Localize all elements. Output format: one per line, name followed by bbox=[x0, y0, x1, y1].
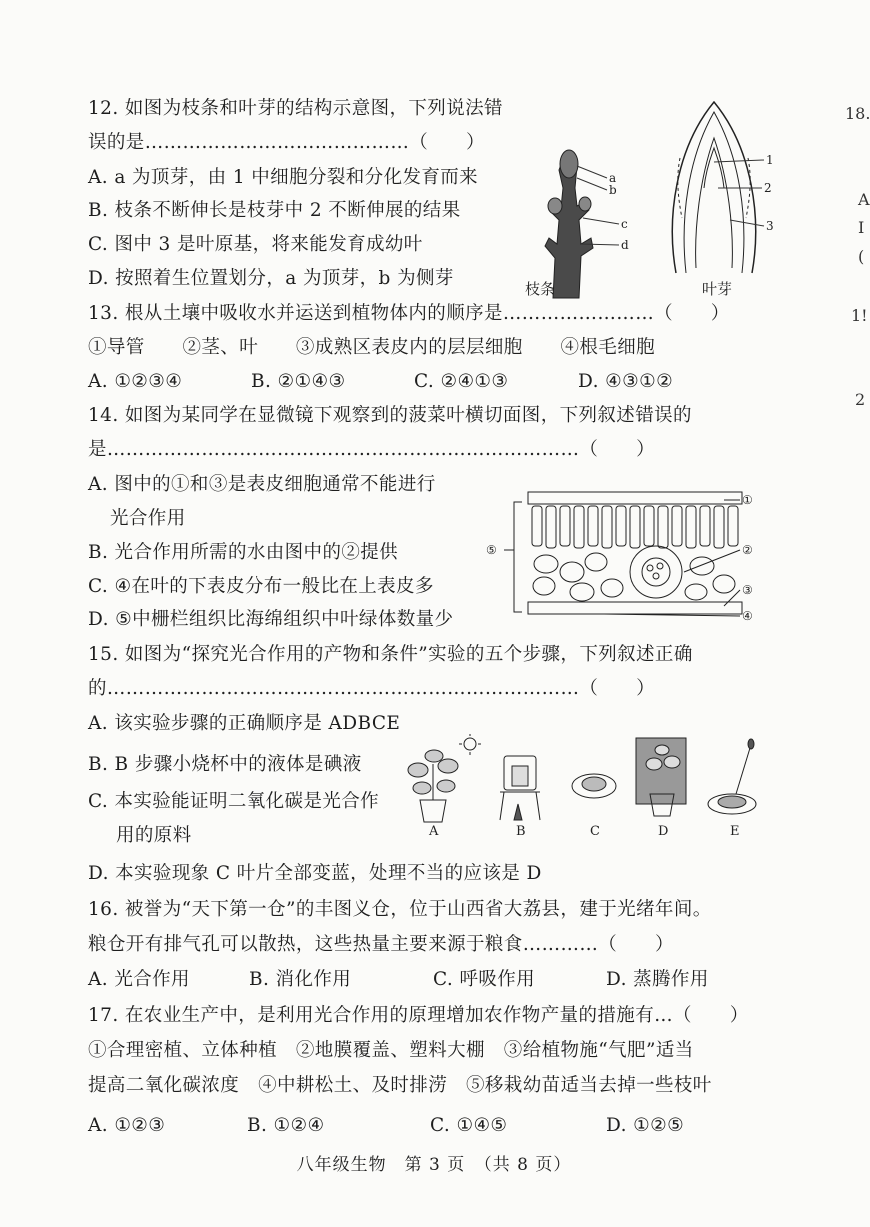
bud-label-3: 3 bbox=[766, 219, 774, 233]
step-label-a: A bbox=[429, 824, 439, 839]
q15-stem-line1: 15. 如图为“探究光合作用的产物和条件”实验的五个步骤，下列叙述正确 bbox=[88, 644, 693, 665]
section-label-3: ③ bbox=[742, 583, 753, 597]
section-label-1: ① bbox=[742, 493, 753, 507]
q16-option-d: D. 蒸腾作用 bbox=[606, 969, 709, 990]
bud-label-2: 2 bbox=[764, 181, 772, 195]
q12-option-a: A. a 为顶芽，由 1 中细胞分裂和分化发育而来 bbox=[88, 167, 479, 188]
branch-label-a: a bbox=[609, 171, 617, 185]
leaf-bud-caption: 叶芽 bbox=[702, 280, 733, 298]
branch-label-c: c bbox=[621, 217, 628, 231]
edge-fragment: ( bbox=[858, 247, 865, 266]
q14-option-a-cont: 光合作用 bbox=[110, 508, 186, 529]
q15-option-c-cont: 用的原料 bbox=[116, 825, 192, 846]
q16-stem-line1: 16. 被誉为“天下第一仓”的丰图义仓，位于山西省大荔县，建于光绪年间。 bbox=[88, 899, 712, 920]
q17-items-line1: ①合理密植、立体种植 ②地膜覆盖、塑料大棚 ③给植物施“气肥”适当 bbox=[88, 1040, 694, 1061]
q15-stem-line2: 的…………………………………………………………………（ ） bbox=[88, 678, 656, 699]
q12-option-c: C. 图中 3 是叶原基，将来能发育成幼叶 bbox=[88, 234, 423, 255]
edge-fragment: A bbox=[858, 190, 870, 209]
q14-option-d: D. ⑤中栅栏组织比海绵组织中叶绿体数量少 bbox=[88, 609, 454, 630]
q14-option-b: B. 光合作用所需的水由图中的②提供 bbox=[88, 542, 399, 563]
section-label-2: ② bbox=[742, 543, 753, 557]
edge-fragment: 2 bbox=[855, 390, 866, 409]
branch-caption: 枝条 bbox=[525, 280, 556, 298]
section-label-4: ④ bbox=[742, 609, 753, 623]
q16-option-a: A. 光合作用 bbox=[88, 969, 190, 990]
section-label-5: ⑤ bbox=[486, 543, 497, 557]
q14-stem-line2: 是…………………………………………………………………（ ） bbox=[88, 439, 656, 460]
step-label-c: C bbox=[590, 824, 600, 839]
q12-option-d: D. 按照着生位置划分，a 为顶芽，b 为侧芽 bbox=[88, 268, 454, 289]
branch-label-d: d bbox=[621, 238, 629, 252]
step-label-e: E bbox=[730, 824, 740, 839]
q12-stem-line2: 误的是……………………………………（ ） bbox=[88, 132, 485, 153]
q13-stem: 13. 根从土壤中吸收水并运送到植物体内的顺序是……………………（ ） bbox=[88, 303, 730, 324]
leaf-cross-section-figure bbox=[484, 488, 766, 624]
q16-option-c: C. 呼吸作用 bbox=[433, 969, 536, 990]
q13-option-b: B. ②①④③ bbox=[251, 371, 346, 392]
q14-option-a: A. 图中的①和③是表皮细胞通常不能进行 bbox=[88, 474, 436, 495]
edge-fragment: 18. bbox=[845, 104, 870, 123]
q16-option-b: B. 消化作用 bbox=[249, 969, 352, 990]
q12-stem-line1: 12. 如图为枝条和叶芽的结构示意图，下列说法错 bbox=[88, 98, 503, 119]
q15-option-d: D. 本实验现象 C 叶片全部变蓝，处理不当的应该是 D bbox=[88, 863, 542, 884]
edge-fragment: 1! bbox=[851, 306, 868, 325]
q15-option-a: A. 该实验步骤的正确顺序是 ADBCE bbox=[88, 713, 401, 734]
q17-option-d: D. ①②⑤ bbox=[606, 1115, 685, 1136]
branch-label-b: b bbox=[609, 183, 617, 197]
q14-stem-line1: 14. 如图为某同学在显微镜下观察到的菠菜叶横切面图，下列叙述错误的 bbox=[88, 405, 692, 426]
q17-stem: 17. 在农业生产中，是利用光合作用的原理增加农作物产量的措施有…（ ） bbox=[88, 1005, 749, 1026]
q14-option-c: C. ④在叶的下表皮分布一般比在上表皮多 bbox=[88, 576, 434, 597]
experiment-steps-figure bbox=[396, 734, 766, 840]
q15-option-c: C. 本实验能证明二氧化碳是光合作 bbox=[88, 791, 380, 812]
q13-option-a: A. ①②③④ bbox=[88, 371, 183, 392]
leaf-bud-figure bbox=[656, 98, 781, 278]
q17-option-a: A. ①②③ bbox=[88, 1115, 166, 1136]
q12-option-b: B. 枝条不断伸长是枝芽中 2 不断伸展的结果 bbox=[88, 200, 461, 221]
q15-option-b: B. B 步骤小烧杯中的液体是碘液 bbox=[88, 754, 362, 775]
q17-option-c: C. ①④⑤ bbox=[430, 1115, 508, 1136]
step-label-b: B bbox=[516, 824, 526, 839]
edge-fragment: I bbox=[858, 218, 865, 237]
step-label-d: D bbox=[658, 824, 669, 839]
q13-option-d: D. ④③①② bbox=[578, 371, 674, 392]
q13-option-c: C. ②④①③ bbox=[414, 371, 509, 392]
bud-label-1: 1 bbox=[766, 153, 774, 167]
q16-stem-line2: 粮仓开有排气孔可以散热，这些热量主要来源于粮食…………（ ） bbox=[88, 934, 674, 955]
q17-option-b: B. ①②④ bbox=[247, 1115, 325, 1136]
q13-items: ①导管 ②茎、叶 ③成熟区表皮内的层层细胞 ④根毛细胞 bbox=[88, 337, 656, 358]
page-footer: 八年级生物 第 3 页 （共 8 页） bbox=[296, 1155, 572, 1175]
q17-items-line2: 提高二氧化碳浓度 ④中耕松土、及时排涝 ⑤移栽幼苗适当去掉一些枝叶 bbox=[88, 1075, 712, 1096]
